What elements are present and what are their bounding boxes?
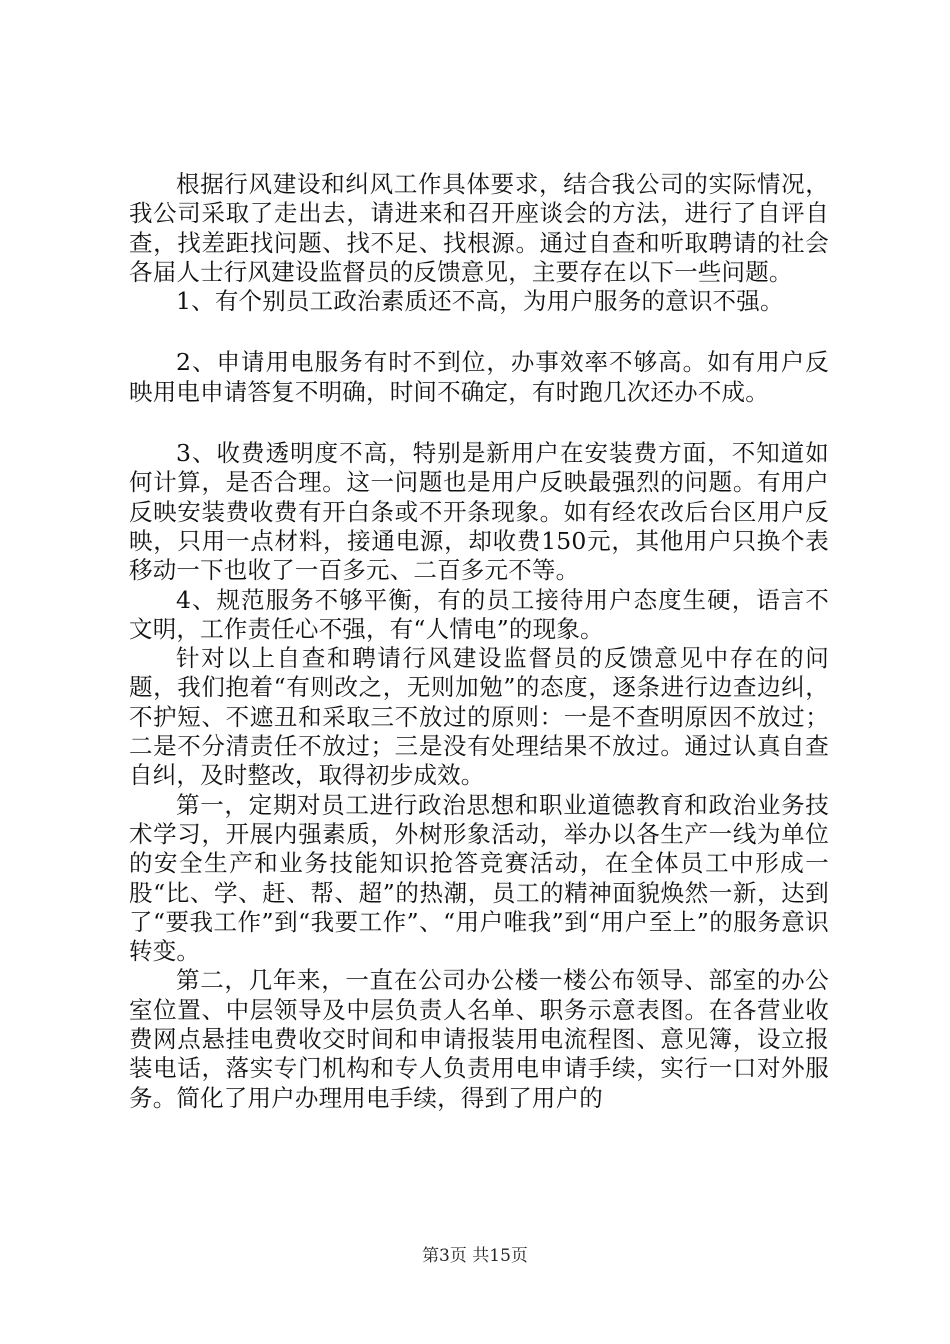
paragraph-issue-3: 3、收费透明度不高，特别是新用户在安装费方面，不知道如何计算，是否合理。这一问题也是用户反映最强烈的问题。有用户反映安装费收费有开白条或不开条现象。如有经农改后台区用户反映，只用一点材料，接通电源，却收费150元，其他用户只换个表移动一下也收了一百多元、二百多元不等。: [129, 439, 829, 585]
paragraph-issue-4: 4、规范服务不够平衡，有的员工接待用户态度生硬，语言不文明，工作责任心不强，有“人情电”的现象。: [129, 585, 829, 643]
document-body: [129, 170, 829, 1113]
paragraph-measure-2: 第二，几年来，一直在公司办公楼一楼公布领导、部室的办公室位置、中层领导及中层负责人名单、职务示意表图。在各营业收费网点悬挂电费收交时间和申请报装用电流程图、意见簿，设立报装电话，落实专门机构和专人负责用电申请手续，实行一口对外服务。简化了用户办理用电手续，得到了用户的: [129, 966, 829, 1112]
paragraph-issue-2: 2、申请用电服务有时不到位，办事效率不够高。如有用户反映用电申请答复不明确，时间不确定，有时跑几次还办不成。: [129, 348, 829, 406]
page-number-footer: 第3页 共15页: [422, 1246, 528, 1266]
paragraph-measure-1: 第一，定期对员工进行政治思想和职业道德教育和政治业务技术学习，开展内强素质，外树形象活动，举办以各生产一线为单位的安全生产和业务技能知识抢答竞赛活动，在全体员工中形成一股“比、学、赶、帮、超”的热潮，员工的精神面貌焕然一新，达到了“要我工作”到“我要工作”、“用户唯我”到“用户至上”的服务意识转变。: [129, 790, 829, 966]
paragraph-response: 针对以上自查和聘请行风建设监督员的反馈意见中存在的问题，我们抱着“有则改之，无则加勉”的态度，逐条进行边查边纠，不护短、不遮丑和采取三不放过的原则：一是不查明原因不放过；二是不分清责任不放过；三是没有处理结果不放过。通过认真自查自纠，及时整改，取得初步成效。: [129, 644, 829, 790]
paragraph-intro: 根据行风建设和纠风工作具体要求，结合我公司的实际情况，我公司采取了走出去，请进来和召开座谈会的方法，进行了自评自查，找差距找问题、找不足、找根源。通过自查和听取聘请的社会各届人士行风建设监督员的反馈意见，主要存在以下一些问题。: [129, 170, 829, 286]
paragraph-issue-1: 1、有个别员工政治素质还不高，为用户服务的意识不强。: [176, 287, 784, 316]
